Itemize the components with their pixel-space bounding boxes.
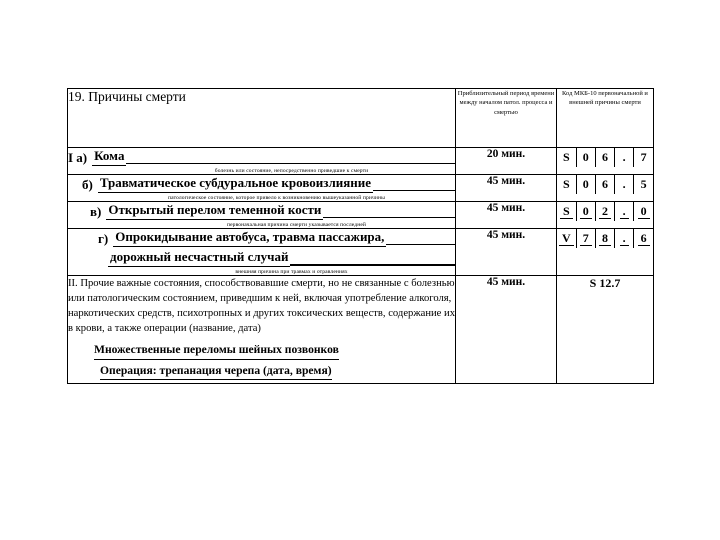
code-cell-b[interactable]: [557, 175, 654, 202]
cause-fill-rule-c: [323, 217, 455, 218]
code-char[interactable]: .: [615, 202, 634, 221]
cause-text-g[interactable]: Опрокидывание автобуса, травма пассажира,: [113, 229, 386, 247]
cause-cell-b[interactable]: [68, 175, 456, 202]
period-cell-section2[interactable]: 45 мин.: [456, 276, 557, 384]
code-cell-a[interactable]: [557, 148, 654, 175]
cause-cell-c[interactable]: [68, 202, 456, 229]
code-char[interactable]: 6: [634, 229, 653, 248]
code-char[interactable]: .: [615, 175, 634, 194]
table-row: [68, 229, 654, 276]
cause-hint-g: внешняя причина при травмах и отравлениях: [235, 269, 348, 275]
code-cell-c[interactable]: [557, 202, 654, 229]
period-cell-a[interactable]: 20 мин.: [456, 148, 557, 175]
causes-of-death-table: [67, 88, 654, 384]
table-row: [68, 148, 654, 175]
code-char[interactable]: .: [615, 229, 634, 248]
code-cell-g[interactable]: [557, 229, 654, 276]
cause-hint-c: первоначальная причина смерти указывается последней: [227, 222, 366, 228]
cause-fill-rule-a: [126, 163, 455, 164]
code-char[interactable]: 7: [576, 229, 595, 248]
section2-answers: [68, 342, 455, 383]
period-cell-g[interactable]: 45 мин.: [456, 229, 557, 276]
table-row: [68, 202, 654, 229]
column-header-period: Приблизительный период времени между началом патол. процесса и смертью: [456, 89, 557, 148]
section2-cell[interactable]: [68, 276, 456, 384]
cause-text-b[interactable]: Травматическое субдуральное кровоизлияние: [98, 175, 373, 193]
cause-label-g: г): [98, 231, 109, 246]
section2-body: II. Прочие важные состояния, способствовавшие смерти, но не связанные с болезнью или патологическим состоянием, приведшим к ней, включая употребление алкоголя, наркотических средств, психотропных и других токсических веществ, содержание их в крови, а также операции (название, дата): [68, 278, 455, 335]
cause-fill-rule-g2: [290, 264, 455, 266]
column-header-code: Код МКБ-10 первоначальной и внешней причины смерти: [557, 89, 654, 148]
page-title: 19. Причины смерти: [68, 89, 456, 148]
code-char[interactable]: 7: [640, 150, 647, 164]
code-char[interactable]: S: [557, 148, 576, 167]
code-char[interactable]: V: [557, 229, 576, 248]
code-char[interactable]: S: [557, 175, 576, 194]
cause-text-a[interactable]: Кома: [92, 148, 126, 166]
code-cell-section2[interactable]: S 12.7: [557, 276, 654, 384]
code-char[interactable]: 6: [595, 175, 614, 194]
section2-answer-2[interactable]: Операция: трепанация черепа (дата, время): [100, 363, 332, 380]
cause-text-g-line2[interactable]: дорожный несчастный случай: [108, 249, 290, 267]
code-char[interactable]: 0: [576, 175, 595, 194]
cause-label-c: в): [90, 204, 102, 219]
code-char[interactable]: 6: [595, 148, 614, 167]
cause-fill-rule-g: [386, 244, 455, 245]
period-cell-c[interactable]: 45 мин.: [456, 202, 557, 229]
cause-label-b: б): [82, 177, 93, 192]
code-char[interactable]: S: [557, 202, 576, 221]
cause-hint-b: патологическое состояние, которое привело к возникновению вышеуказанной причины: [168, 195, 385, 201]
code-char[interactable]: .: [615, 148, 634, 167]
cause-cell-g[interactable]: [68, 229, 456, 276]
cause-fill-rule-b: [373, 190, 455, 191]
code-char[interactable]: 0: [576, 202, 595, 221]
code-char[interactable]: 5: [640, 177, 647, 191]
table-header-row: [68, 89, 654, 148]
table-row: [68, 175, 654, 202]
cause-label-a: I а): [68, 150, 88, 165]
cause-text-c[interactable]: Открытый перелом теменной кости: [106, 202, 323, 220]
cause-hint-a: болезнь или состояние, непосредственно приведшие к смерти: [214, 168, 369, 174]
code-char[interactable]: 0: [576, 148, 595, 167]
period-cell-b[interactable]: 45 мин.: [456, 175, 557, 202]
code-char[interactable]: 0: [634, 202, 653, 221]
table-row-section-2: [68, 276, 654, 384]
section2-answer-1[interactable]: Множественные переломы шейных позвонков: [94, 342, 339, 359]
code-char[interactable]: 2: [595, 202, 614, 221]
cause-cell-a[interactable]: [68, 148, 456, 175]
code-char[interactable]: 8: [595, 229, 614, 248]
